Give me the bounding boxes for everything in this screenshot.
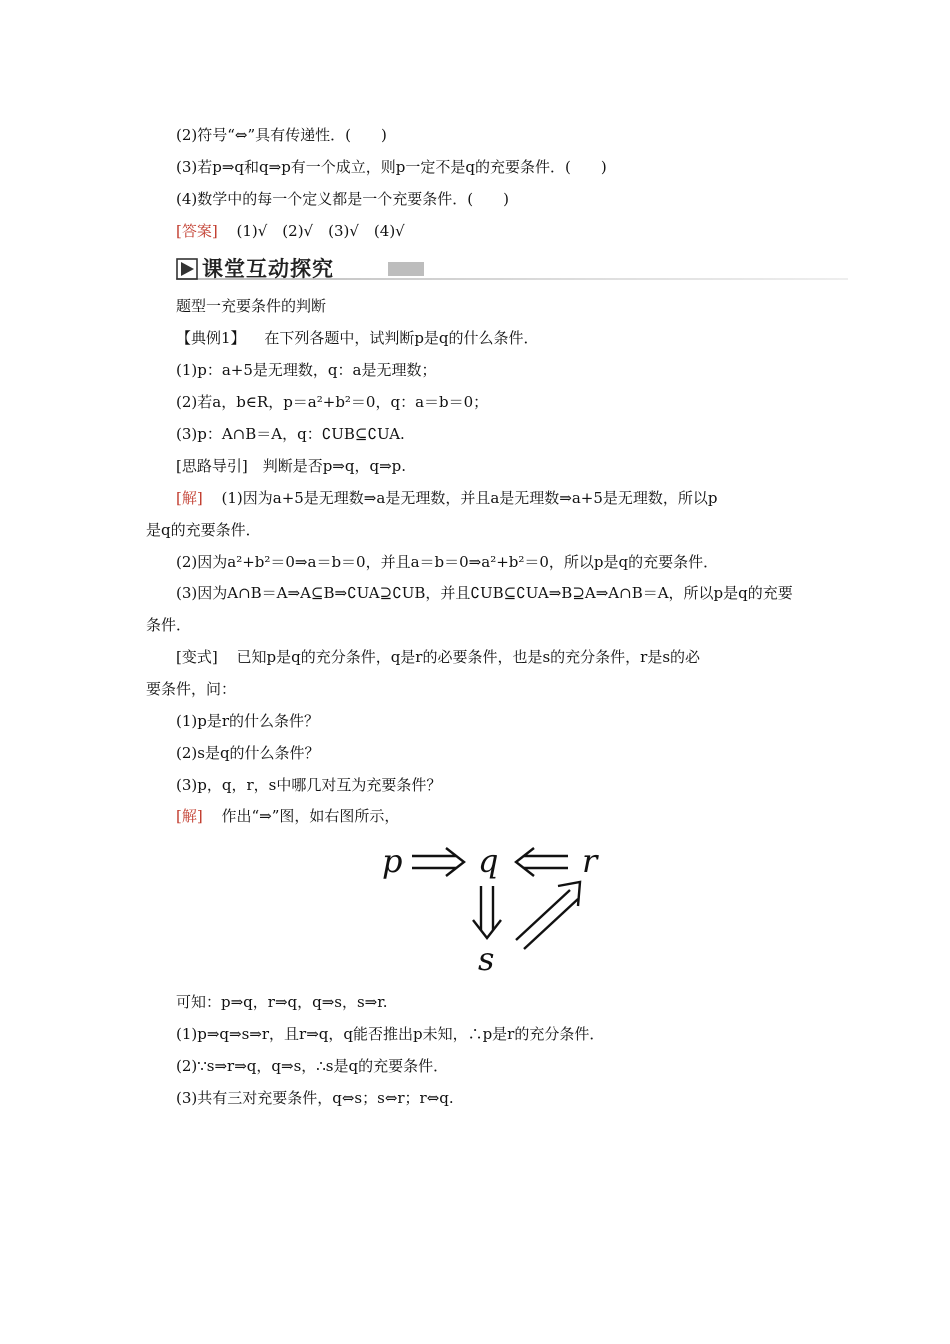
diagram-node-p: p <box>382 842 403 880</box>
example-tag: 【典例1】 <box>176 329 246 347</box>
arrow-q-to-s <box>473 886 501 938</box>
example-part-1: (1)p：a+5是无理数，q：a是无理数； <box>176 361 437 379</box>
answer-text: (1)√ (2)√ (3)√ (4)√ <box>236 222 405 240</box>
diagram-node-q: q <box>478 842 499 880</box>
variant-solution-intro <box>176 806 399 826</box>
section-header-block <box>388 262 424 276</box>
example-part-3: (3)p：A∩B＝A，q：∁UB⊆∁UA. <box>176 425 405 443</box>
solution-line-2: (2)因为a²+b²＝0⇒a＝b＝0，并且a＝b＝0⇒a²+b²＝0，所以p是q的充要条件． <box>176 553 719 571</box>
answer-tag: [答案] <box>176 222 218 240</box>
variant-question-2: (2)s是q的什么条件？ <box>176 744 320 762</box>
answer-line <box>176 221 405 241</box>
solution-line-3b: 条件． <box>146 616 192 634</box>
judgment-item-4: (4)数学中的每一个定义都是一个充要条件．( ) <box>176 190 509 208</box>
known-line: 可知：p⇒q，r⇒q，q⇒s，s⇒r. <box>176 993 388 1011</box>
example-part-2: (2)若a，b∈R，p＝a²+b²＝0，q：a＝b＝0； <box>176 393 489 411</box>
variant-question-3: (3)p，q，r，s中哪几对互为充要条件？ <box>176 776 442 794</box>
variant-question-1: (1)p是r的什么条件？ <box>176 712 320 730</box>
variant-line-b: 要条件，问： <box>146 680 237 698</box>
arrow-p-to-q <box>412 848 464 876</box>
answer-3: (3)共有三对充要条件，q⇔s；s⇔r；r⇔q. <box>176 1089 454 1107</box>
implication-diagram <box>374 836 620 982</box>
arrow-r-to-q <box>516 848 568 876</box>
diagram-node-s: s <box>478 940 495 978</box>
section-header <box>176 256 848 282</box>
example-line <box>176 328 539 348</box>
solution-text-1a: (1)因为a+5是无理数⇒a是无理数，并且a是无理数⇒a+5是无理数，所以p <box>221 489 718 507</box>
judgment-item-2: (2)符号“⇔”具有传递性．( ) <box>176 126 387 144</box>
solution-tag: [解] <box>176 489 203 507</box>
diagram-node-r: r <box>582 842 598 880</box>
variant-solution-text: 作出“⇒”图，如右图所示， <box>221 807 400 825</box>
variant-tag: [变式] <box>176 648 218 666</box>
hint-line: [思路导引] 判断是否p⇒q，q⇒p. <box>176 457 407 475</box>
section-title: 课堂互动探究 <box>202 257 334 281</box>
play-arrow-icon <box>176 258 198 280</box>
solution-line-1b: 是q的充要条件． <box>146 521 261 539</box>
example-text: 在下列各题中，试判断p是q的什么条件． <box>264 329 539 347</box>
arrow-s-to-r <box>516 882 580 949</box>
variant-text-a: 已知p是q的充分条件，q是r的必要条件，也是s的充分条件，r是s的必 <box>236 648 701 666</box>
variant-line-a <box>176 647 700 667</box>
type-heading: 题型一充要条件的判断 <box>176 297 327 315</box>
judgment-item-3: (3)若p⇒q和q⇒p有一个成立，则p一定不是q的充要条件．( ) <box>176 158 607 176</box>
variant-solution-tag: [解] <box>176 807 203 825</box>
answer-2: (2)∵s⇒r⇒q，q⇒s，∴s是q的充要条件． <box>176 1057 449 1075</box>
solution-line-1a <box>176 488 717 508</box>
answer-1: (1)p⇒q⇒s⇒r，且r⇒q，q能否推出p未知，∴p是r的充分条件． <box>176 1025 605 1043</box>
solution-line-3a: (3)因为A∩B＝A⇒A⊆B⇒∁UA⊇∁UB，并且∁UB⊆∁UA⇒B⊇A⇒A∩B＝A，所以p是q的充要 <box>176 584 793 602</box>
